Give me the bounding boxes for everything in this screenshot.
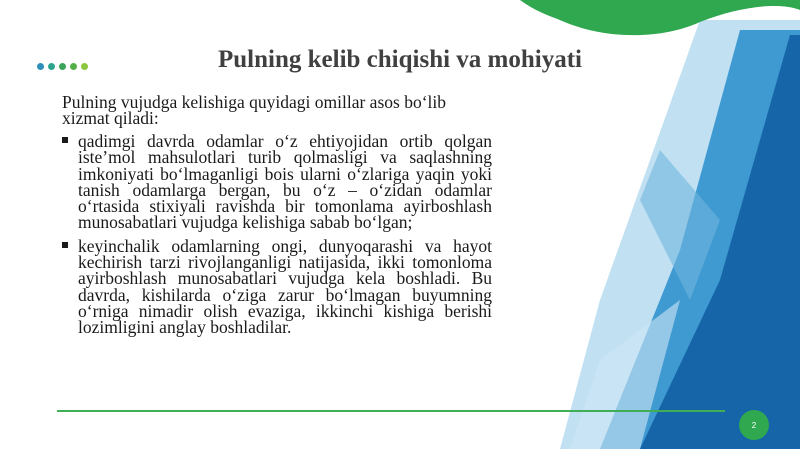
bullet-text: keyinchalik odamlarning ongi, dunyoqarashi va hayot kechirish tarzi rivojlanganligi natijasida, ikki tomonloma ayirboshlash munosabatlari vujudga kela boshladi. Bu davrda, kishilarda o‘ziga zarur bo‘lmagan buyumning o‘rniga nimadir olish evaziga, ikkinchi kishiga berishi lozimligini anglay boshladilar.: [78, 235, 492, 338]
bullet-item-2: [62, 235, 492, 338]
bullet-marker: [62, 242, 68, 248]
bullet-marker: [62, 137, 68, 143]
intro-text: Pulning vujudga kelishiga quyidagi omillar asos bo‘lib xizmat qiladi:: [62, 92, 446, 128]
dot-2: [48, 63, 55, 70]
footer-divider: [57, 410, 725, 412]
decorative-dots: [37, 63, 88, 70]
page-number-badge: 2: [739, 410, 769, 440]
dot-5: [81, 63, 88, 70]
bullet-text: qadimgi davrda odamlar o‘z ehtiyojidan ortib qolgan iste’mol mahsulotlari turib qolmasligi va saqlashning imkoniyati bo‘lmaganligi bois ularni o‘zlariga yaqin yoki tanish odamlarga bergan, bu o‘z – o‘zidan odamlar o‘rtasida stixiyali ravishda bir tomonlama ayirboshlash munosabatlari vujudga kelishiga sabab bo‘lgan;: [78, 131, 492, 233]
bullet-item-1: [62, 133, 492, 231]
dot-1: [37, 63, 44, 70]
slide-title: Pulning kelib chiqishi va mohiyati: [218, 46, 582, 73]
dot-3: [59, 63, 66, 70]
dot-4: [70, 63, 77, 70]
slide-body: [62, 94, 492, 343]
